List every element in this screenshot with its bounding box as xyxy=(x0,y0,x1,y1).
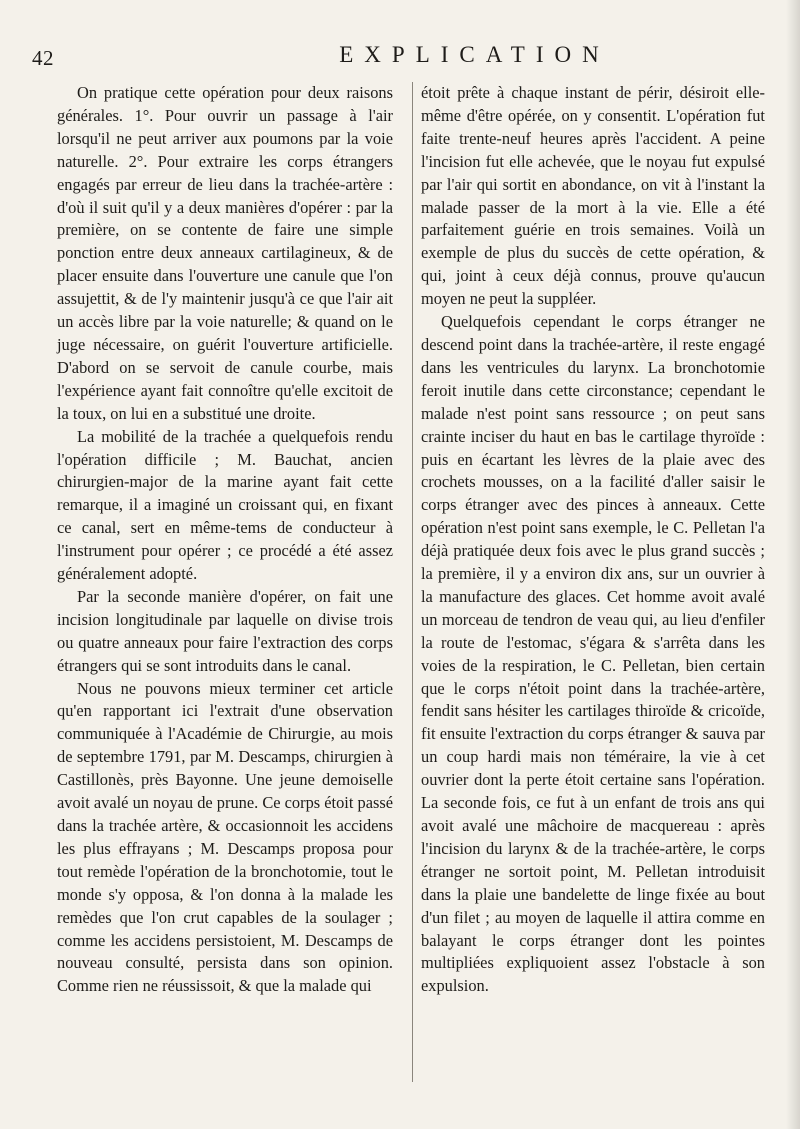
paragraph: étoit prête à chaque instant de périr, désiroit elle-même d'être opérée, on y consentit. L'opération fut faite trente-neuf heures après l'accident. A peine l'incision fut elle achevée, que le noyau fut expulsé par l'air qui sortit en abondance, on vit à l'instant la malade passer de la mort à la vie. Elle a été parfaitement guérie en trois semaines. Voilà un exemple de plus du succès de cette opération, & qui, joint à ceux déjà connus, prouve qu'aucun moyen ne peut la suppléer. xyxy=(421,83,765,309)
paragraph: On pratique cette opération pour deux raisons générales. 1°. Pour ouvrir un passage à l'air lorsqu'il ne peut arriver aux poumons par la voie naturelle. 2°. Pour extraire les corps étrangers engagés par erreur de lieu dans la trachée-artère : d'où il suit qu'il y a deux manières d'opérer : par la première, on se contente de faire une simple ponction entre deux anneaux cartilagineux, & de placer ensuite dans l'ouverture une canule que l'on assujettit, & de l'y maintenir jusqu'à ce que l'air ait un accès libre par la voie naturelle; & quand on le juge nécessaire, on guérit l'ouverture artificielle. D'abord on se servoit de canule courbe, mais l'expérience ayant fait connoître qu'elle excitoit de la toux, on lui en a substitué une droite. xyxy=(57,83,393,423)
page-edge-shadow xyxy=(786,0,800,1129)
running-title: EXPLICATION xyxy=(339,42,610,67)
paragraph: Nous ne pouvons mieux terminer cet article qu'en rapportant ici l'extrait d'une observation communiquée à l'Académie de Chirurgie, au mois de septembre 1791, par M. Descamps, chirurgien à Castillonès, près Bayonne. Une jeune demoiselle avoit avalé un noyau de prune. Ce corps étoit passé dans la trachée artère, & occasionnoit les accidens les plus effrayans ; M. Descamps proposa pour tout remède l'opération de la bronchotomie, tout le monde s'y opposa, & l'on donna à la malade les remèdes que l'on crut capables de la soulager ; comme les accidens persistoient, M. Descamps de nouveau consulté, persista dans son opinion. Comme rien ne réussissoit, & que la malade qui xyxy=(57,678,393,996)
paragraph: La mobilité de la trachée a quelquefois rendu l'opération difficile ; M. Bauchat, ancien chirurgien-major de la marine ayant fait cette remarque, il a imaginé un croissant qui, en fixant ce canal, sert en même-tems de conducteur à l'instrument pour opérer ; ce procédé a été assez généralement adopté. xyxy=(57,426,393,584)
left-column xyxy=(57,82,393,998)
page-header xyxy=(32,36,772,76)
page-number: 42 xyxy=(32,46,54,70)
paragraph: Par la seconde manière d'opérer, on fait une incision longitudinale par laquelle on divise trois ou quatre anneaux pour faire l'extraction des corps étrangers qui se sont introduits dans le canal. xyxy=(57,586,393,675)
right-column xyxy=(421,82,765,998)
column-divider xyxy=(412,82,413,1082)
paragraph: Quelquefois cependant le corps étranger ne descend point dans la trachée-artère, il reste engagé dans les ventricules du larynx. La bronchotomie feroit inutile dans cette circonstance; cependant le malade n'est point sans ressource ; on peut sans crainte inciser du haut en bas le cartilage thyroïde : puis en écartant les lèvres de la plaie avec des crochets mousses, on a la facilité d'aller saisir le corps étranger avec des pinces à anneaux. Cette opération n'est point sans exemple, le C. Pelletan l'a déjà pratiquée deux fois avec le plus grand succès ; la première, il y a environ dix ans, sur un ouvrier à la manufacture des glaces. Cet homme avoit avalé un morceau de tendron de veau qui, au lieu d'enfiler la route de l'estomac, s'égara & s'arrêta dans les voies de la respiration, le C. Pelletan, bien certain que le corps n'étoit point dans la trachée-artère, fendit sans hésiter les cartilages thiroïde & cricoïde, fit ensuite l'extraction du corps étranger & sauva par un coup hardi mais non téméraire, la vie à cet ouvrier dont la perte étoit certaine sans l'opération. La seconde fois, ce fut à un enfant de trois ans qui avoit avalé une mâchoire de macquereau : après l'incision du larynx & de la trachée-artère, le corps étranger ne sortoit point, M. Pelletan introduisit dans la plaie une bandelette de linge fixée au bout d'un filet ; au moyen de laquelle il attira comme en balayant le corps étranger dont les pointes multipliées expliquoient assez l'obstacle à son expulsion. xyxy=(421,312,765,996)
